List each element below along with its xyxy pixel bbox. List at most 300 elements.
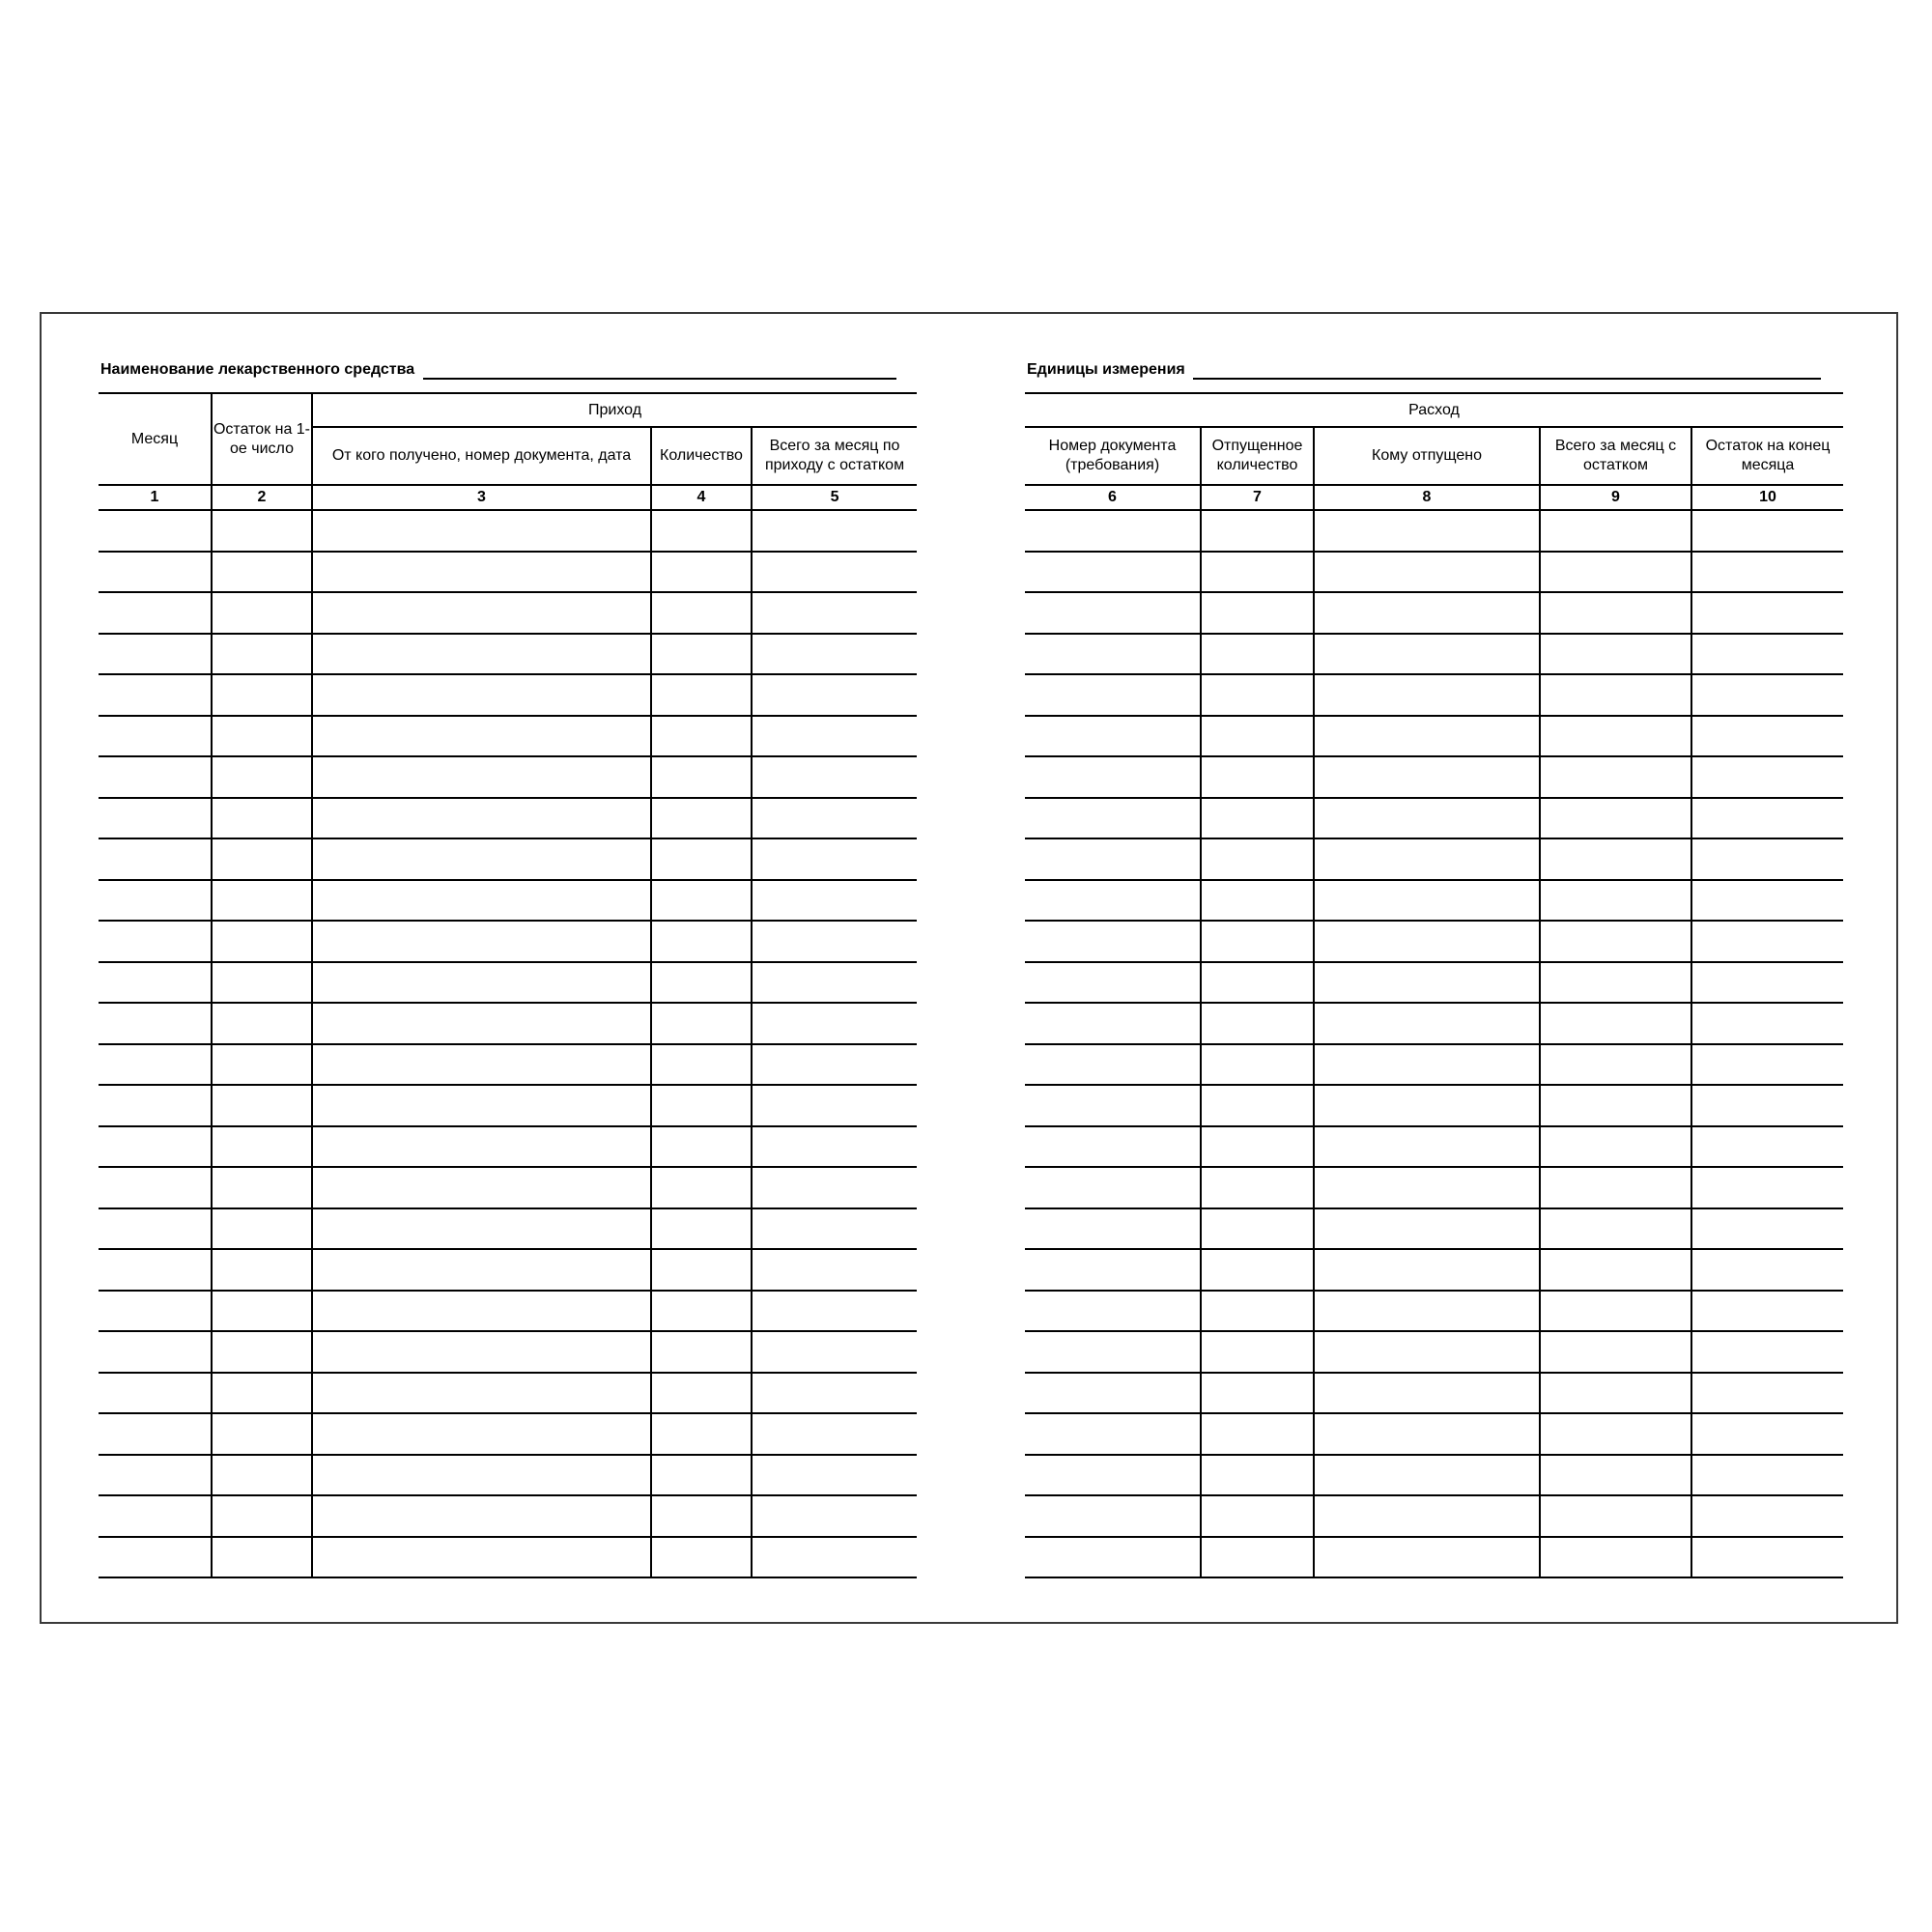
- table-cell[interactable]: [1314, 962, 1540, 1004]
- table-cell[interactable]: [651, 634, 752, 675]
- table-cell[interactable]: [1540, 1126, 1691, 1168]
- table-cell[interactable]: [1691, 634, 1843, 675]
- table-cell[interactable]: [1691, 674, 1843, 716]
- table-row: [1025, 798, 1843, 839]
- table-cell[interactable]: [1314, 921, 1540, 962]
- table-cell[interactable]: [99, 634, 212, 675]
- table-cell[interactable]: [1540, 634, 1691, 675]
- table-cell[interactable]: [1025, 1085, 1201, 1126]
- table-cell[interactable]: [752, 1126, 917, 1168]
- table-cell[interactable]: [1025, 510, 1201, 552]
- table-cell[interactable]: [752, 674, 917, 716]
- table-cell[interactable]: [1540, 962, 1691, 1004]
- table-cell[interactable]: [99, 1537, 212, 1578]
- table-cell[interactable]: [1540, 838, 1691, 880]
- table-cell[interactable]: [651, 1373, 752, 1414]
- table-cell[interactable]: [651, 1044, 752, 1086]
- table-cell[interactable]: [212, 1373, 312, 1414]
- table-cell[interactable]: [312, 1537, 651, 1578]
- table-cell[interactable]: [212, 592, 312, 634]
- table-cell[interactable]: [1201, 1003, 1314, 1044]
- table-cell[interactable]: [752, 510, 917, 552]
- table-cell[interactable]: [212, 674, 312, 716]
- table-cell[interactable]: [99, 880, 212, 922]
- expenses-group-header: Расход: [1025, 393, 1843, 427]
- table-cell[interactable]: [312, 510, 651, 552]
- table-cell[interactable]: [1314, 1537, 1540, 1578]
- table-cell[interactable]: [752, 592, 917, 634]
- table-cell[interactable]: [212, 798, 312, 839]
- col-number: 4: [651, 485, 752, 510]
- table-row: [1025, 921, 1843, 962]
- table-cell[interactable]: [212, 880, 312, 922]
- table-cell[interactable]: [312, 1455, 651, 1496]
- table-cell[interactable]: [212, 1085, 312, 1126]
- table-cell[interactable]: [1025, 798, 1201, 839]
- table-cell[interactable]: [1691, 1085, 1843, 1126]
- table-cell[interactable]: [752, 552, 917, 593]
- units-line: [1027, 360, 1821, 380]
- table-cell[interactable]: [99, 756, 212, 798]
- table-cell[interactable]: [651, 1003, 752, 1044]
- table-cell[interactable]: [1314, 1413, 1540, 1455]
- table-cell[interactable]: [1540, 1208, 1691, 1250]
- table-cell[interactable]: [752, 1331, 917, 1373]
- table-cell[interactable]: [1540, 510, 1691, 552]
- table-cell[interactable]: [99, 1085, 212, 1126]
- table-cell[interactable]: [99, 1413, 212, 1455]
- table-cell[interactable]: [1025, 1331, 1201, 1373]
- table-cell[interactable]: [312, 1003, 651, 1044]
- table-cell[interactable]: [99, 716, 212, 757]
- table-cell[interactable]: [1540, 1167, 1691, 1208]
- table-cell[interactable]: [1201, 1249, 1314, 1291]
- table-cell[interactable]: [212, 1208, 312, 1250]
- table-cell[interactable]: [312, 674, 651, 716]
- table-cell[interactable]: [99, 921, 212, 962]
- table-cell[interactable]: [1691, 1331, 1843, 1373]
- table-cell[interactable]: [312, 592, 651, 634]
- table-cell[interactable]: [1691, 1455, 1843, 1496]
- table-cell[interactable]: [212, 1495, 312, 1537]
- table-cell[interactable]: [1201, 1208, 1314, 1250]
- table-cell[interactable]: [651, 1331, 752, 1373]
- table-cell[interactable]: [1201, 1455, 1314, 1496]
- table-cell[interactable]: [752, 1495, 917, 1537]
- table-cell[interactable]: [752, 1537, 917, 1578]
- table-cell[interactable]: [212, 756, 312, 798]
- col-number: 1: [99, 485, 212, 510]
- table-cell[interactable]: [1025, 756, 1201, 798]
- table-cell[interactable]: [99, 674, 212, 716]
- col-number: 10: [1691, 485, 1843, 510]
- table-cell[interactable]: [651, 1413, 752, 1455]
- table-cell[interactable]: [752, 1455, 917, 1496]
- table-row: [1025, 1126, 1843, 1168]
- table-cell[interactable]: [1201, 552, 1314, 593]
- table-cell[interactable]: [1025, 1373, 1201, 1414]
- table-cell[interactable]: [212, 634, 312, 675]
- table-cell[interactable]: [99, 962, 212, 1004]
- table-cell[interactable]: [1201, 592, 1314, 634]
- table-row: [1025, 674, 1843, 716]
- table-cell[interactable]: [312, 1085, 651, 1126]
- table-cell[interactable]: [1025, 1208, 1201, 1250]
- table-cell[interactable]: [1025, 1455, 1201, 1496]
- table-cell[interactable]: [1314, 674, 1540, 716]
- table-cell[interactable]: [99, 1044, 212, 1086]
- table-cell[interactable]: [1314, 1455, 1540, 1496]
- table-cell[interactable]: [651, 1495, 752, 1537]
- table-cell[interactable]: [1025, 716, 1201, 757]
- table-cell[interactable]: [651, 592, 752, 634]
- table-cell[interactable]: [1691, 510, 1843, 552]
- table-cell[interactable]: [1201, 838, 1314, 880]
- table-cell[interactable]: [1201, 716, 1314, 757]
- table-cell[interactable]: [1201, 1167, 1314, 1208]
- table-cell[interactable]: [651, 880, 752, 922]
- table-cell[interactable]: [1314, 1291, 1540, 1332]
- table-cell[interactable]: [651, 1249, 752, 1291]
- col-number: 8: [1314, 485, 1540, 510]
- table-cell[interactable]: [752, 1413, 917, 1455]
- table-cell[interactable]: [1691, 880, 1843, 922]
- table-cell[interactable]: [1025, 552, 1201, 593]
- table-row: [99, 962, 917, 1004]
- table-row: [99, 592, 917, 634]
- table-cell[interactable]: [1540, 921, 1691, 962]
- table-cell[interactable]: [1025, 1044, 1201, 1086]
- table-cell[interactable]: [1540, 1455, 1691, 1496]
- table-cell[interactable]: [1314, 634, 1540, 675]
- table-cell[interactable]: [752, 921, 917, 962]
- table-cell[interactable]: [651, 716, 752, 757]
- table-cell[interactable]: [1314, 510, 1540, 552]
- table-cell[interactable]: [1201, 674, 1314, 716]
- table-cell[interactable]: [212, 1044, 312, 1086]
- table-cell[interactable]: [1691, 716, 1843, 757]
- table-cell[interactable]: [1201, 1085, 1314, 1126]
- table-cell[interactable]: [1691, 921, 1843, 962]
- table-cell[interactable]: [1691, 798, 1843, 839]
- table-cell[interactable]: [752, 838, 917, 880]
- table-cell[interactable]: [312, 1044, 651, 1086]
- table-cell[interactable]: [1201, 510, 1314, 552]
- drug-name-label: Наименование лекарственного средства: [100, 361, 415, 378]
- table-cell[interactable]: [212, 921, 312, 962]
- table-cell[interactable]: [651, 1126, 752, 1168]
- table-cell[interactable]: [312, 1495, 651, 1537]
- table-cell[interactable]: [1691, 592, 1843, 634]
- table-cell[interactable]: [99, 592, 212, 634]
- table-cell[interactable]: [651, 838, 752, 880]
- table-row: [1025, 1167, 1843, 1208]
- table-cell[interactable]: [312, 1413, 651, 1455]
- table-cell[interactable]: [1691, 1413, 1843, 1455]
- table-cell[interactable]: [752, 634, 917, 675]
- table-cell[interactable]: [651, 552, 752, 593]
- table-cell[interactable]: [99, 1208, 212, 1250]
- table-cell[interactable]: [1691, 1208, 1843, 1250]
- table-cell[interactable]: [1314, 1085, 1540, 1126]
- table-cell[interactable]: [1691, 1003, 1843, 1044]
- table-cell[interactable]: [99, 1455, 212, 1496]
- table-cell[interactable]: [212, 1249, 312, 1291]
- table-cell[interactable]: [212, 552, 312, 593]
- table-cell[interactable]: [1025, 1003, 1201, 1044]
- table-cell[interactable]: [1540, 592, 1691, 634]
- table-cell[interactable]: [1540, 1331, 1691, 1373]
- table-cell[interactable]: [212, 510, 312, 552]
- table-cell[interactable]: [1314, 592, 1540, 634]
- table-row: [1025, 1373, 1843, 1414]
- table-cell[interactable]: [212, 1537, 312, 1578]
- table-cell[interactable]: [1540, 1537, 1691, 1578]
- table-cell[interactable]: [1540, 1495, 1691, 1537]
- table-cell[interactable]: [212, 838, 312, 880]
- table-cell[interactable]: [1025, 1126, 1201, 1168]
- table-cell[interactable]: [312, 962, 651, 1004]
- table-cell[interactable]: [651, 921, 752, 962]
- table-row: [99, 1455, 917, 1496]
- table-cell[interactable]: [651, 1085, 752, 1126]
- table-cell[interactable]: [1540, 1291, 1691, 1332]
- table-cell[interactable]: [1691, 1044, 1843, 1086]
- table-cell[interactable]: [99, 1373, 212, 1414]
- table-cell[interactable]: [1691, 962, 1843, 1004]
- table-cell[interactable]: [1540, 552, 1691, 593]
- drug-name-field[interactable]: [423, 366, 896, 380]
- table-cell[interactable]: [651, 1167, 752, 1208]
- col-total-income-header: Всего за месяц по приходу с остатком: [752, 427, 917, 485]
- table-cell[interactable]: [312, 838, 651, 880]
- table-cell[interactable]: [651, 674, 752, 716]
- table-cell[interactable]: [212, 1126, 312, 1168]
- table-cell[interactable]: [752, 1291, 917, 1332]
- table-cell[interactable]: [99, 1291, 212, 1332]
- table-cell[interactable]: [1691, 1291, 1843, 1332]
- table-cell[interactable]: [1314, 838, 1540, 880]
- table-cell[interactable]: [1314, 1249, 1540, 1291]
- table-cell[interactable]: [1540, 1413, 1691, 1455]
- table-cell[interactable]: [752, 1208, 917, 1250]
- table-cell[interactable]: [1540, 880, 1691, 922]
- table-cell[interactable]: [1314, 1003, 1540, 1044]
- table-cell[interactable]: [1691, 552, 1843, 593]
- table-cell[interactable]: [1201, 880, 1314, 922]
- table-cell[interactable]: [99, 552, 212, 593]
- table-cell[interactable]: [752, 880, 917, 922]
- table-cell[interactable]: [312, 1167, 651, 1208]
- table-cell[interactable]: [1540, 1085, 1691, 1126]
- table-row: [99, 1249, 917, 1291]
- table-cell[interactable]: [1201, 634, 1314, 675]
- col-number: 3: [312, 485, 651, 510]
- table-cell[interactable]: [1025, 674, 1201, 716]
- table-cell[interactable]: [312, 880, 651, 922]
- table-cell[interactable]: [1201, 798, 1314, 839]
- table-cell[interactable]: [1025, 921, 1201, 962]
- table-cell[interactable]: [1314, 1167, 1540, 1208]
- table-cell[interactable]: [1314, 552, 1540, 593]
- table-cell[interactable]: [1691, 756, 1843, 798]
- table-cell[interactable]: [99, 1331, 212, 1373]
- table-cell[interactable]: [99, 838, 212, 880]
- table-cell[interactable]: [752, 756, 917, 798]
- table-cell[interactable]: [752, 1167, 917, 1208]
- table-row: [99, 1331, 917, 1373]
- table-cell[interactable]: [1025, 880, 1201, 922]
- table-row: [99, 1208, 917, 1250]
- table-cell[interactable]: [312, 1331, 651, 1373]
- table-cell[interactable]: [99, 1003, 212, 1044]
- table-cell[interactable]: [312, 1373, 651, 1414]
- table-row: [1025, 880, 1843, 922]
- table-cell[interactable]: [1025, 1413, 1201, 1455]
- table-cell[interactable]: [752, 1373, 917, 1414]
- table-row: [1025, 1044, 1843, 1086]
- table-cell[interactable]: [651, 1208, 752, 1250]
- table-cell[interactable]: [1314, 798, 1540, 839]
- col-number: 6: [1025, 485, 1201, 510]
- table-cell[interactable]: [312, 921, 651, 962]
- table-cell[interactable]: [1201, 1373, 1314, 1414]
- table-row: [99, 716, 917, 757]
- table-cell[interactable]: [1201, 1495, 1314, 1537]
- col-number: 7: [1201, 485, 1314, 510]
- table-cell[interactable]: [312, 756, 651, 798]
- col-dispensed-qty-header: Отпущенное количество: [1201, 427, 1314, 485]
- table-cell[interactable]: [752, 1003, 917, 1044]
- table-cell[interactable]: [312, 552, 651, 593]
- table-cell[interactable]: [1201, 756, 1314, 798]
- table-cell[interactable]: [1314, 1495, 1540, 1537]
- table-cell[interactable]: [752, 1085, 917, 1126]
- table-row: [99, 1495, 917, 1537]
- table-cell[interactable]: [1201, 1291, 1314, 1332]
- table-cell[interactable]: [1691, 1167, 1843, 1208]
- table-cell[interactable]: [1314, 1331, 1540, 1373]
- table-cell[interactable]: [212, 1331, 312, 1373]
- table-cell[interactable]: [212, 1167, 312, 1208]
- table-cell[interactable]: [1201, 962, 1314, 1004]
- table-cell[interactable]: [752, 716, 917, 757]
- table-cell[interactable]: [1540, 1044, 1691, 1086]
- table-cell[interactable]: [312, 1208, 651, 1250]
- table-cell[interactable]: [752, 1044, 917, 1086]
- col-from-whom-header: От кого получено, номер документа, дата: [312, 427, 651, 485]
- table-cell[interactable]: [651, 962, 752, 1004]
- table-row: [99, 921, 917, 962]
- table-cell[interactable]: [1540, 756, 1691, 798]
- table-cell[interactable]: [212, 1413, 312, 1455]
- table-cell[interactable]: [1314, 880, 1540, 922]
- table-cell[interactable]: [1691, 1373, 1843, 1414]
- table-cell[interactable]: [1540, 1003, 1691, 1044]
- table-cell[interactable]: [99, 1249, 212, 1291]
- table-cell[interactable]: [651, 798, 752, 839]
- table-cell[interactable]: [1201, 1044, 1314, 1086]
- table-cell[interactable]: [312, 1126, 651, 1168]
- units-label: Единицы измерения: [1027, 361, 1185, 378]
- table-row: [1025, 634, 1843, 675]
- table-cell[interactable]: [1314, 756, 1540, 798]
- table-cell[interactable]: [1314, 1373, 1540, 1414]
- table-row: [1025, 510, 1843, 552]
- table-cell[interactable]: [99, 798, 212, 839]
- table-cell[interactable]: [1025, 1537, 1201, 1578]
- table-cell[interactable]: [1691, 1537, 1843, 1578]
- table-row: [99, 1373, 917, 1414]
- table-cell[interactable]: [1691, 1126, 1843, 1168]
- table-cell[interactable]: [1540, 716, 1691, 757]
- table-cell[interactable]: [1540, 798, 1691, 839]
- table-cell[interactable]: [1201, 1331, 1314, 1373]
- table-cell[interactable]: [1540, 1249, 1691, 1291]
- table-cell[interactable]: [1025, 962, 1201, 1004]
- table-cell[interactable]: [1691, 1249, 1843, 1291]
- table-cell[interactable]: [312, 1291, 651, 1332]
- table-cell[interactable]: [212, 716, 312, 757]
- table-cell[interactable]: [651, 1291, 752, 1332]
- table-cell[interactable]: [99, 1167, 212, 1208]
- table-cell[interactable]: [99, 1495, 212, 1537]
- table-cell[interactable]: [99, 510, 212, 552]
- table-row: [99, 552, 917, 593]
- table-cell[interactable]: [312, 634, 651, 675]
- table-cell[interactable]: [212, 1455, 312, 1496]
- table-cell[interactable]: [1691, 838, 1843, 880]
- table-cell[interactable]: [1025, 1167, 1201, 1208]
- table-cell[interactable]: [1314, 1126, 1540, 1168]
- units-field[interactable]: [1193, 366, 1821, 380]
- table-cell[interactable]: [752, 1249, 917, 1291]
- col-number: 2: [212, 485, 312, 510]
- table-cell[interactable]: [1025, 634, 1201, 675]
- table-cell[interactable]: [651, 756, 752, 798]
- table-cell[interactable]: [1025, 1495, 1201, 1537]
- table-cell[interactable]: [1025, 592, 1201, 634]
- table-cell[interactable]: [1201, 1126, 1314, 1168]
- table-cell[interactable]: [1201, 921, 1314, 962]
- table-cell[interactable]: [651, 1455, 752, 1496]
- table-cell[interactable]: [752, 798, 917, 839]
- table-cell[interactable]: [212, 1003, 312, 1044]
- table-cell[interactable]: [1025, 1249, 1201, 1291]
- table-cell[interactable]: [1540, 674, 1691, 716]
- table-cell[interactable]: [1691, 1495, 1843, 1537]
- table-cell[interactable]: [312, 1249, 651, 1291]
- table-cell[interactable]: [1314, 1044, 1540, 1086]
- table-cell[interactable]: [1314, 716, 1540, 757]
- table-cell[interactable]: [312, 798, 651, 839]
- table-cell[interactable]: [651, 1537, 752, 1578]
- table-cell[interactable]: [1540, 1373, 1691, 1414]
- table-cell[interactable]: [651, 510, 752, 552]
- table-cell[interactable]: [99, 1126, 212, 1168]
- table-row: [99, 674, 917, 716]
- table-cell[interactable]: [1201, 1413, 1314, 1455]
- table-cell[interactable]: [1025, 1291, 1201, 1332]
- table-cell[interactable]: [1201, 1537, 1314, 1578]
- table-cell[interactable]: [212, 962, 312, 1004]
- table-cell[interactable]: [312, 716, 651, 757]
- table-cell[interactable]: [1025, 838, 1201, 880]
- table-row: [1025, 1085, 1843, 1126]
- table-cell[interactable]: [752, 962, 917, 1004]
- table-cell[interactable]: [212, 1291, 312, 1332]
- table-cell[interactable]: [1314, 1208, 1540, 1250]
